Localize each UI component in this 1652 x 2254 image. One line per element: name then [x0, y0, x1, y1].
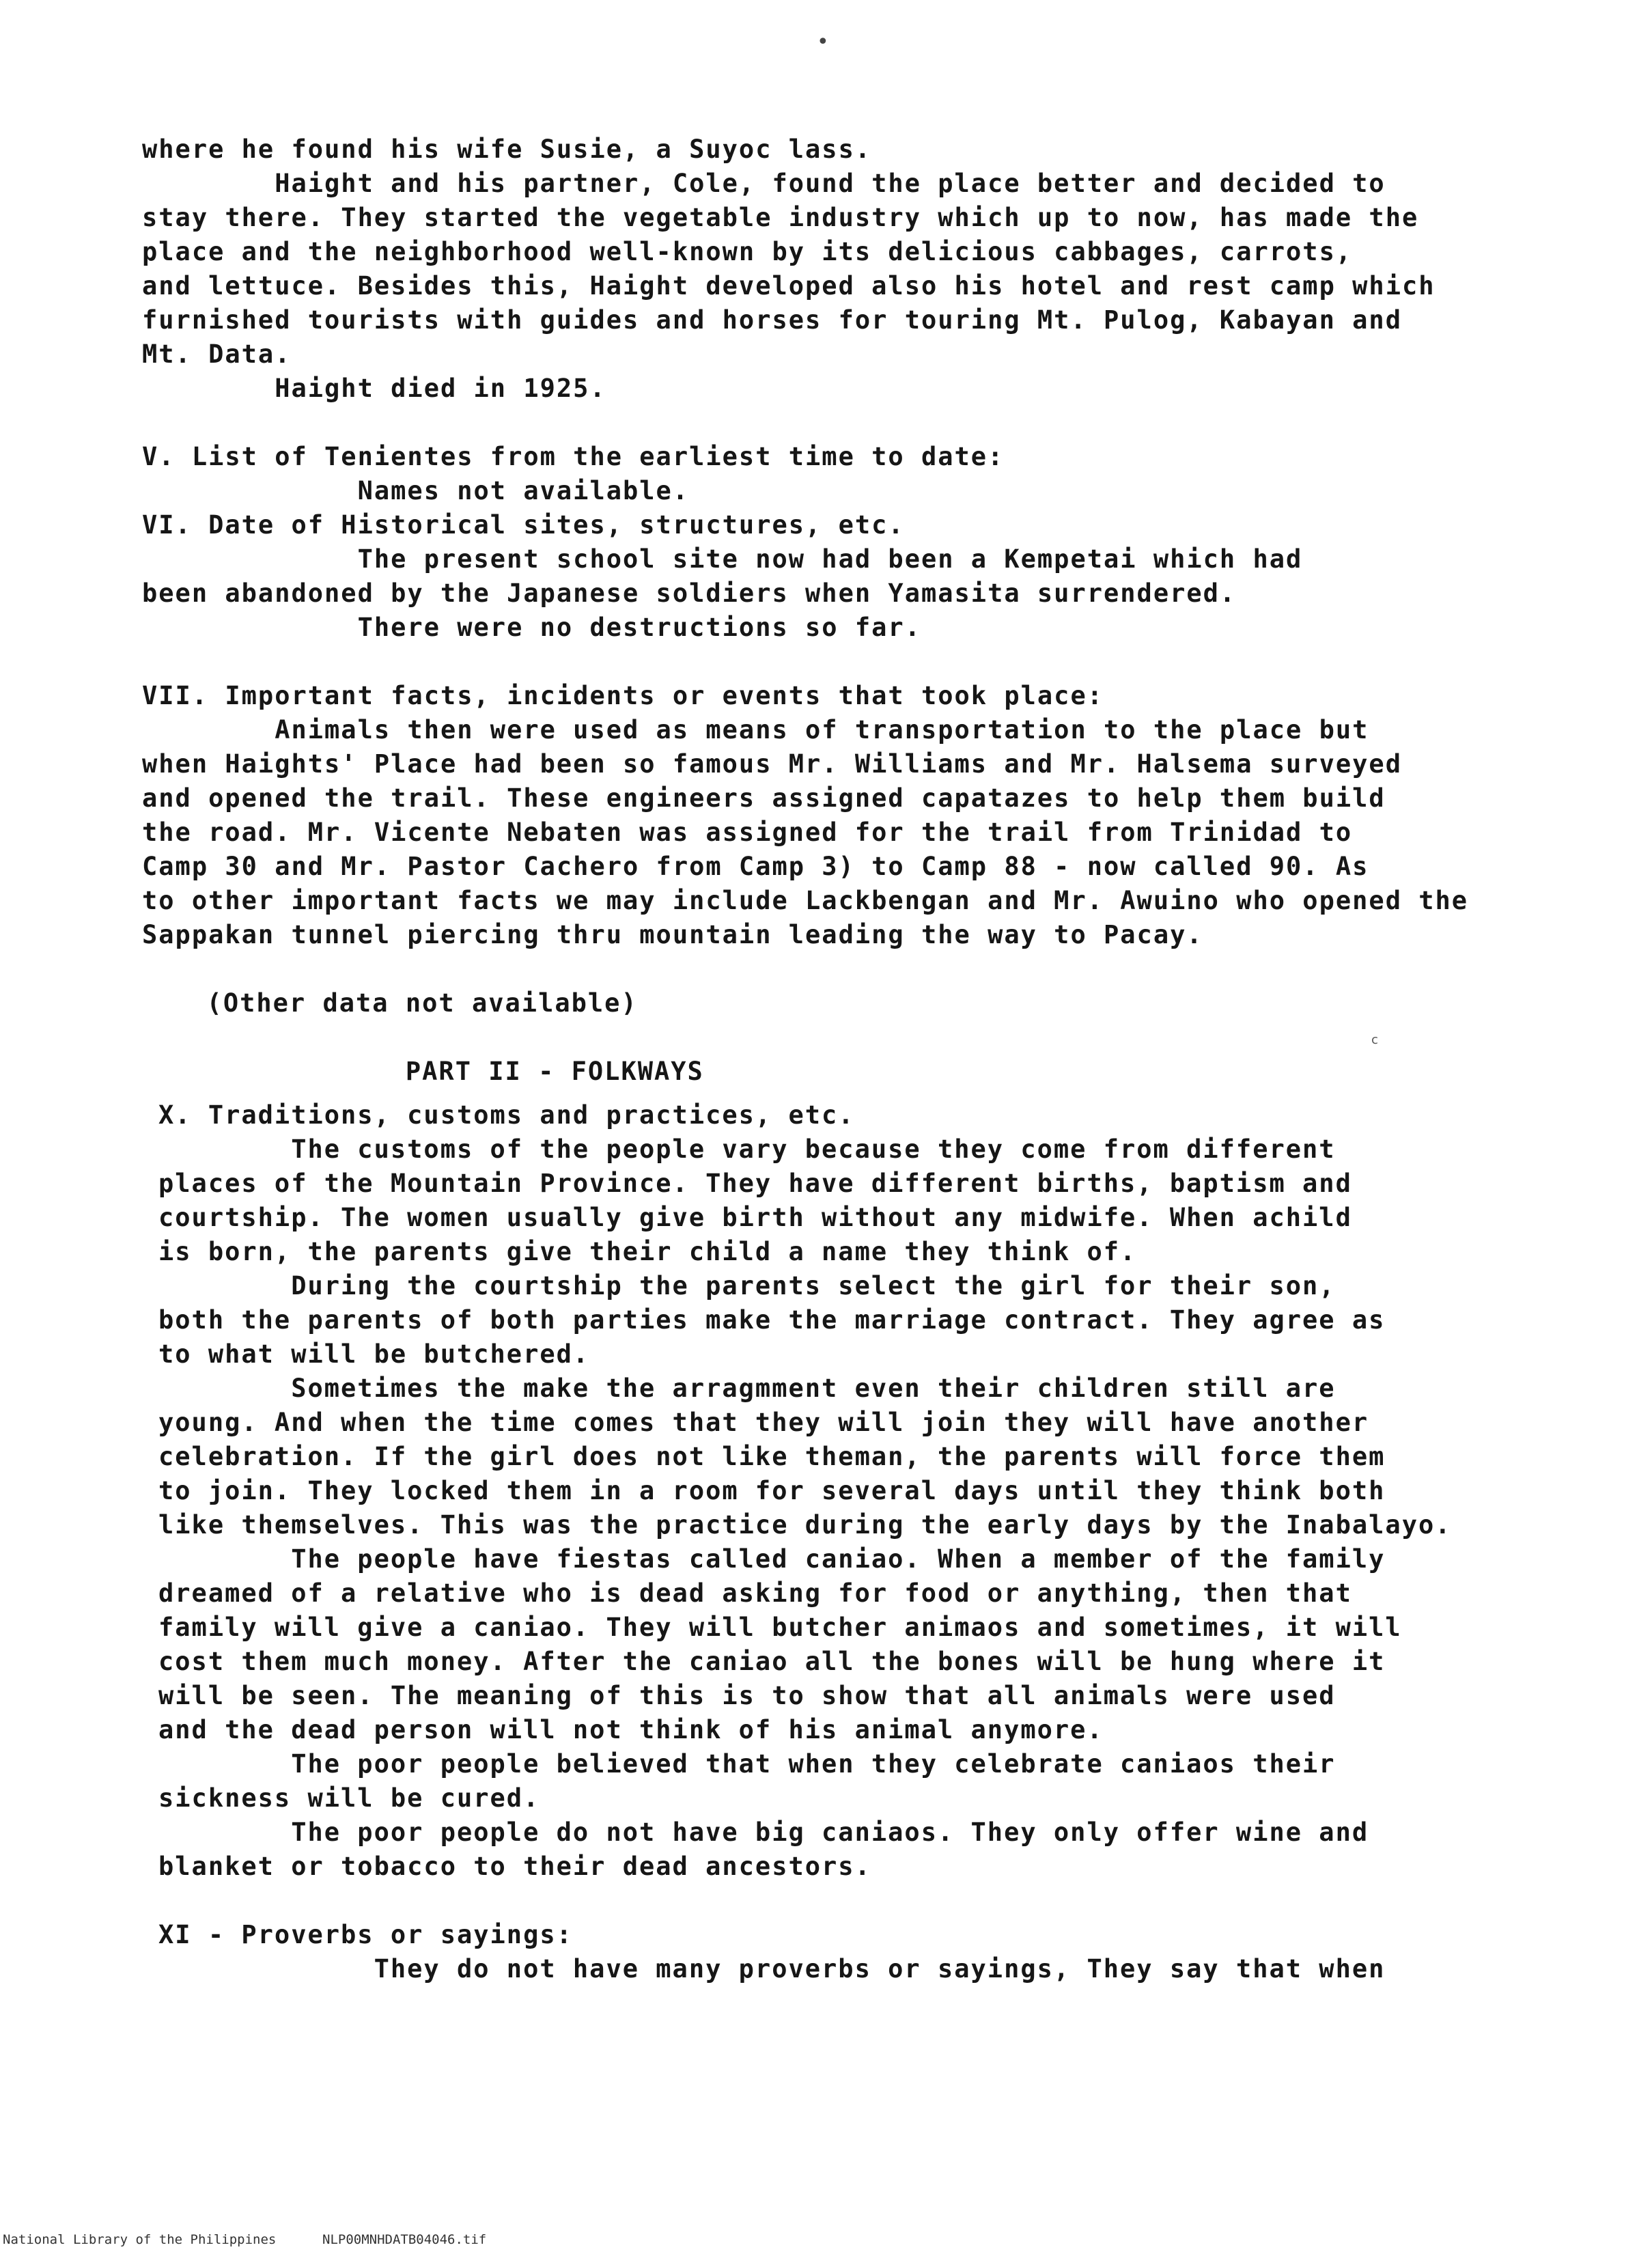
- text-line: where he found his wife Susie, a Suyoc lass.: [142, 135, 872, 164]
- text-line: sickness will be cured.: [158, 1783, 540, 1813]
- text-line: blanket or tobacco to their dead ancestors.: [158, 1852, 871, 1881]
- footer-library: National Library of the Philippines: [3, 2232, 277, 2247]
- text-line: celebration. If the girl does not like theman, the parents will force them: [158, 1442, 1386, 1471]
- text-line: (Other data not available): [173, 988, 638, 1018]
- text-line: been abandoned by the Japanese soldiers when Yamasita surrendered.: [142, 579, 1237, 608]
- text-line: The customs of the people vary because they come from different: [158, 1135, 1336, 1164]
- part-heading: PART II - FOLKWAYS: [173, 1057, 704, 1086]
- text-line: like themselves. This was the practice during the early days by the Inabalayo.: [158, 1510, 1452, 1540]
- text-line: and the dead person will not think of his animal anymore.: [158, 1715, 1104, 1744]
- text-line: Sometimes the make the arragmment even their children still are: [158, 1374, 1336, 1403]
- text-line: furnished tourists with guides and horses for touring Mt. Pulog, Kabayan and: [142, 305, 1402, 335]
- text-line: when Haights' Place had been so famous Mr. Williams and Mr. Halsema surveyed: [142, 749, 1402, 779]
- text-line: places of the Mountain Province. They have different births, baptism and: [158, 1169, 1352, 1198]
- text-line: cost them much money. After the caniao all the bones will be hung where it: [158, 1647, 1386, 1676]
- text-line: stay there. They started the vegetable industry which up to now, has made the: [142, 203, 1419, 232]
- section-heading: VII. Important facts, incidents or events that took place:: [142, 681, 1104, 710]
- section-heading: VI. Date of Historical sites, structures, etc.: [142, 510, 905, 540]
- text-line: Names not available.: [142, 476, 690, 505]
- section-heading: V. List of Tenientes from the earliest time to date:: [142, 442, 1005, 471]
- text-line: to other important facts we may include Lackbengan and Mr. Awuino who opened the: [142, 886, 1469, 915]
- text-line: Mt. Data.: [142, 339, 292, 369]
- text-line: Animals then were used as means of transportation to the place but: [142, 715, 1369, 745]
- footer-filename: NLP00MNHDATB04046.tif: [322, 2232, 487, 2247]
- text-line: dreamed of a relative who is dead asking for food or anything, then that: [158, 1578, 1352, 1608]
- text-line: The present school site now had been a Kempetai which had: [142, 544, 1303, 574]
- text-line: courtship. The women usually give birth without any midwife. When achild: [158, 1203, 1352, 1232]
- text-line: to what will be butchered.: [158, 1339, 590, 1369]
- text-line: and lettuce. Besides this, Haight developed also his hotel and rest camp which: [142, 271, 1436, 301]
- text-line: Haight and his partner, Cole, found the place better and decided to: [142, 169, 1386, 198]
- text-line: There were no destructions so far.: [142, 613, 921, 642]
- text-line: to join. They locked them in a room for several days until they think both: [158, 1476, 1386, 1505]
- text-line: place and the neighborhood well-known by its delicious cabbages, carrots,: [142, 237, 1353, 266]
- scan-speck: c: [1371, 1033, 1380, 1047]
- text-line: The poor people believed that when they celebrate caniaos their: [158, 1749, 1336, 1779]
- text-line: family will give a caniao. They will butcher animaos and sometimes, it will: [158, 1613, 1402, 1642]
- text-line: will be seen. The meaning of this is to show that all animals were used: [158, 1681, 1336, 1710]
- text-line: They do not have many proverbs or sayings, They say that when: [158, 1954, 1386, 1984]
- text-line: is born, the parents give their child a name they think of.: [158, 1237, 1137, 1266]
- text-line: During the courtship the parents select the girl for their son,: [158, 1271, 1336, 1300]
- text-line: Haight died in 1925.: [142, 374, 606, 403]
- text-line: Sappakan tunnel piercing thru mountain leading the way to Pacay.: [142, 920, 1203, 949]
- text-line: the road. Mr. Vicente Nebaten was assigned for the trail from Trinidad to: [142, 818, 1353, 847]
- section-heading: XI - Proverbs or sayings:: [158, 1920, 573, 1949]
- section-heading: X. Traditions, customs and practices, etc.: [158, 1100, 855, 1130]
- header-mark: •: [817, 30, 830, 54]
- text-line: both the parents of both parties make the marriage contract. They agree as: [158, 1305, 1386, 1335]
- text-line: and opened the trail. These engineers assigned capatazes to help them build: [142, 783, 1386, 813]
- text-line: Camp 30 and Mr. Pastor Cachero from Camp 3) to Camp 88 - now called 90. As: [142, 852, 1369, 881]
- text-line: young. And when the time comes that they will join they will have another: [158, 1408, 1369, 1437]
- text-line: The poor people do not have big caniaos. They only offer wine and: [158, 1818, 1369, 1847]
- text-line: The people have fiestas called caniao. When a member of the family: [158, 1544, 1386, 1574]
